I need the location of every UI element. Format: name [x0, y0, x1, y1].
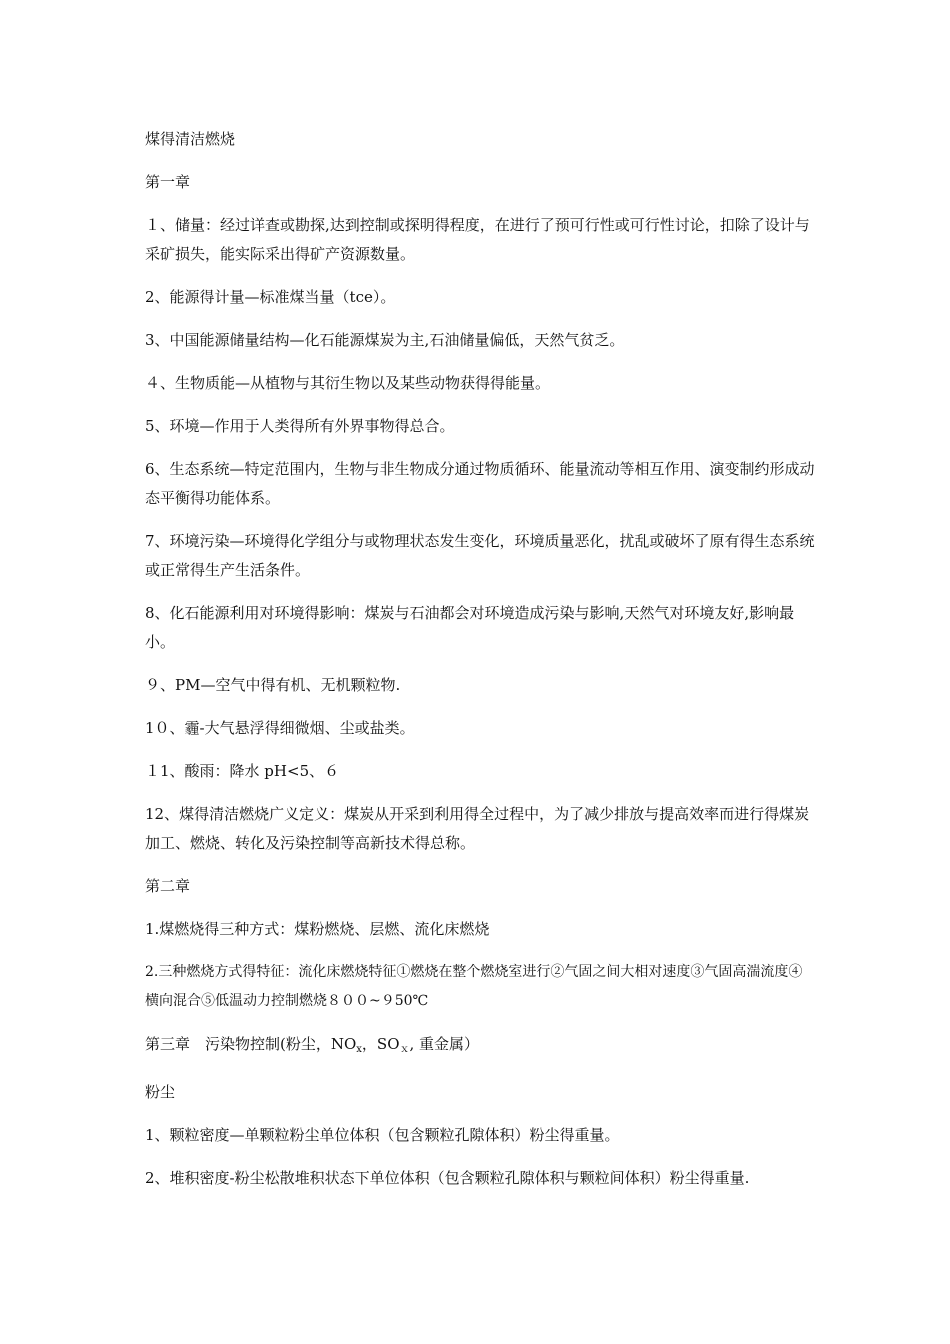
chapter-1-item-9: ９、PM—空气中得有机、无机颗粒物. [145, 676, 401, 694]
chapter-3-heading [145, 1030, 815, 1064]
chapter-1-item-7: 7、环境污染—环境得化学组分与或物理状态发生变化，环境质量恶化，扰乱或破坏了原有得生态系统或正常得生产生活条件。 [145, 532, 815, 579]
chapter-1-item-4: ４、生物质能—从植物与其衍生物以及某些动物获得得能量。 [145, 374, 551, 392]
chapter-3-heading-post: , 重金属） [409, 1035, 480, 1053]
chapter-1-heading: 第一章 [145, 173, 191, 191]
chapter-1-item-12: 12、煤得清洁燃烧广义定义：煤炭从开采到利用得全过程中，为了减少排放与提高效率而进行得煤炭加工、燃烧、转化及污染控制等高新技术得总称。 [145, 805, 810, 852]
chapter-1-item-2: 2、能源得计量—标准煤当量（tce）。 [145, 288, 396, 306]
document-title: 煤得清洁燃烧 [145, 130, 236, 148]
chapter-1-item-3: 3、中国能源储量结构—化石能源煤炭为主,石油储量偏低，天然气贫乏。 [145, 331, 625, 349]
document-body [145, 125, 815, 1207]
chapter-1-item-8: 8、化石能源利用对环境得影响：煤炭与石油都会对环境造成污染与影响,天然气对环境友好,影响最小。 [145, 604, 795, 651]
chapter-2-item-2: 2.三种燃烧方式得特征：流化床燃烧特征①燃烧在整个燃烧室进行②气固之间大相对速度③气固高湍流度④横向混合⑤低温动力控制燃烧８００~９50℃ [145, 964, 803, 1009]
chapter-3-heading-pre: 第三章 污染物控制(粉尘，NO [145, 1035, 357, 1053]
section-dust-heading: 粉尘 [145, 1083, 176, 1101]
chapter-2-item-1: 1.煤燃烧得三种方式：煤粉燃烧、层燃、流化床燃烧 [145, 920, 490, 938]
chapter-1-item-11: １1、酸雨：降水 pH<5、６ [145, 762, 340, 780]
chapter-1-item-10: 1０、霾-大气悬浮得细微烟、尘或盐类。 [145, 719, 415, 737]
chapter-3-item-1: 1、颗粒密度—单颗粒粉尘单位体积（包含颗粒孔隙体积）粉尘得重量。 [145, 1126, 620, 1144]
chapter-3-heading-mid: ，SO [361, 1035, 400, 1053]
chapter-2-heading: 第二章 [145, 877, 191, 895]
chapter-1-item-5: 5、环境—作用于人类得所有外界事物得总合。 [145, 417, 455, 435]
chapter-1-item-1: １、储量：经过详查或勘探,达到控制或探明得程度，在进行了预可行性或可行性讨论，扣除了设计与采矿损失，能实际采出得矿产资源数量。 [145, 216, 810, 263]
chapter-1-item-6: 6、生态系统—特定范围内，生物与非生物成分通过物质循环、能量流动等相互作用、演变制约形成动态平衡得功能体系。 [145, 460, 815, 507]
chapter-3-item-2: 2、堆积密度-粉尘松散堆积状态下单位体积（包含颗粒孔隙体积与颗粒间体积）粉尘得重量. [145, 1169, 750, 1187]
chapter-3-heading-sub-x: x [356, 1044, 362, 1055]
chapter-3-heading-sub-x2: ｘ [399, 1044, 410, 1055]
